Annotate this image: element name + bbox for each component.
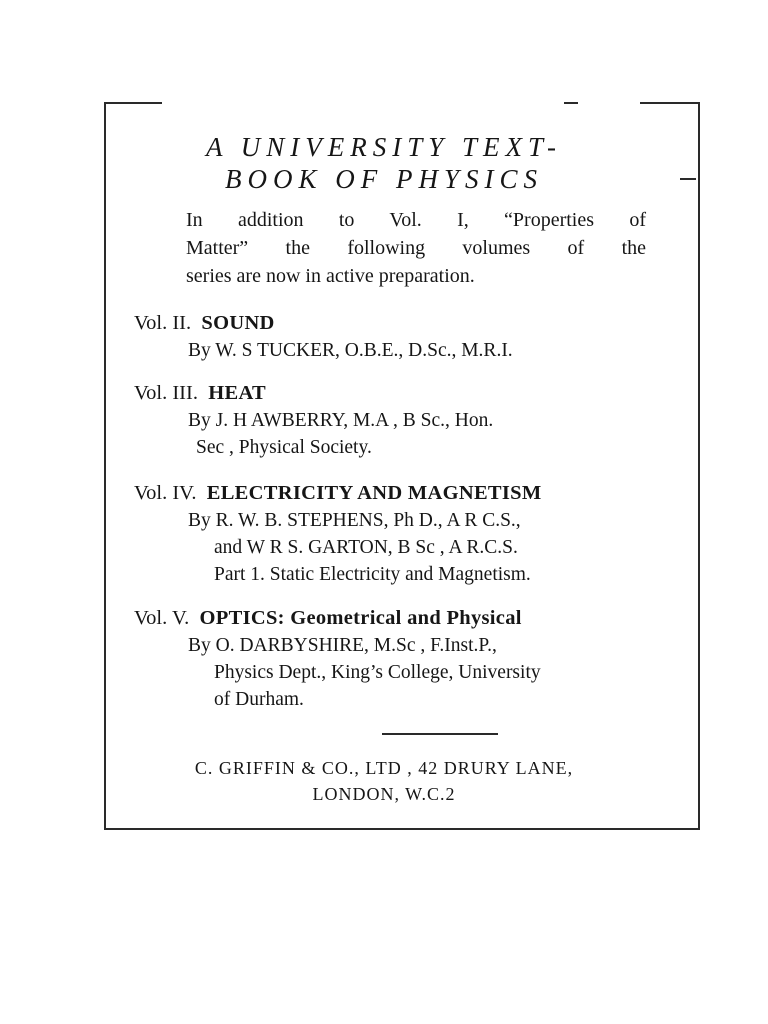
author-line: By W. S TUCKER, O.B.E., D.Sc., M.R.I. (188, 340, 513, 361)
top-rule-right (640, 102, 698, 104)
top-rule-left (104, 102, 162, 104)
page-title-line-1: A UNIVERSITY TEXT- (205, 132, 562, 162)
volume-subject: OPTICS: Geometrical and Physical (199, 607, 522, 629)
volume-heading (134, 480, 674, 507)
author-line: By O. DARBYSHIRE, M.Sc , F.Inst.P., (188, 635, 497, 656)
publisher-line-2: LONDON, W.C.2 (312, 784, 456, 804)
volume-subject: SOUND (201, 312, 275, 334)
author-line: of Durham. (214, 689, 304, 710)
volume-heading (134, 380, 674, 407)
intro-line: series are now in active preparation. (186, 265, 475, 287)
volume-entry-electricity (134, 480, 674, 588)
volume-subject: ELECTRICITY AND MAGNETISM (206, 482, 542, 504)
volume-subject: HEAT (208, 382, 266, 404)
author-line: Physics Dept., King’s College, University (214, 662, 541, 683)
author-line: By R. W. B. STEPHENS, Ph D., A R C.S., (188, 510, 521, 531)
volume-author (134, 407, 674, 461)
publisher-line-1: C. GRIFFIN & CO., LTD , 42 DRURY LANE, (194, 758, 574, 778)
volume-heading (134, 605, 674, 632)
author-line: By J. H AWBERRY, M.A , B Sc., Hon. (188, 410, 494, 431)
volume-entry-sound (134, 310, 674, 364)
top-rule-mid (564, 102, 578, 104)
intro-paragraph (186, 206, 646, 290)
volume-author (134, 337, 674, 364)
volume-number: Vol. II. (134, 312, 192, 334)
volume-number: Vol. III. (134, 382, 198, 404)
author-line: Part 1. Static Electricity and Magnetism. (214, 564, 531, 585)
section-divider (382, 733, 498, 735)
intro-line: In addition to Vol. I, “Properties of (186, 209, 646, 231)
volume-author (134, 507, 674, 588)
volume-entry-heat (134, 380, 674, 461)
author-line: and W R S. GARTON, B Sc , A R.C.S. (214, 537, 518, 558)
volume-number: Vol. V. (134, 607, 190, 629)
author-line: Sec , Physical Society. (196, 437, 372, 458)
volume-entry-optics (134, 605, 674, 713)
page-title-line-2: BOOK OF PHYSICS (225, 164, 543, 194)
volume-number: Vol. IV. (134, 482, 197, 504)
volume-heading (134, 310, 674, 337)
intro-line: Matter” the following volumes of the (186, 237, 646, 259)
volume-author (134, 632, 674, 713)
